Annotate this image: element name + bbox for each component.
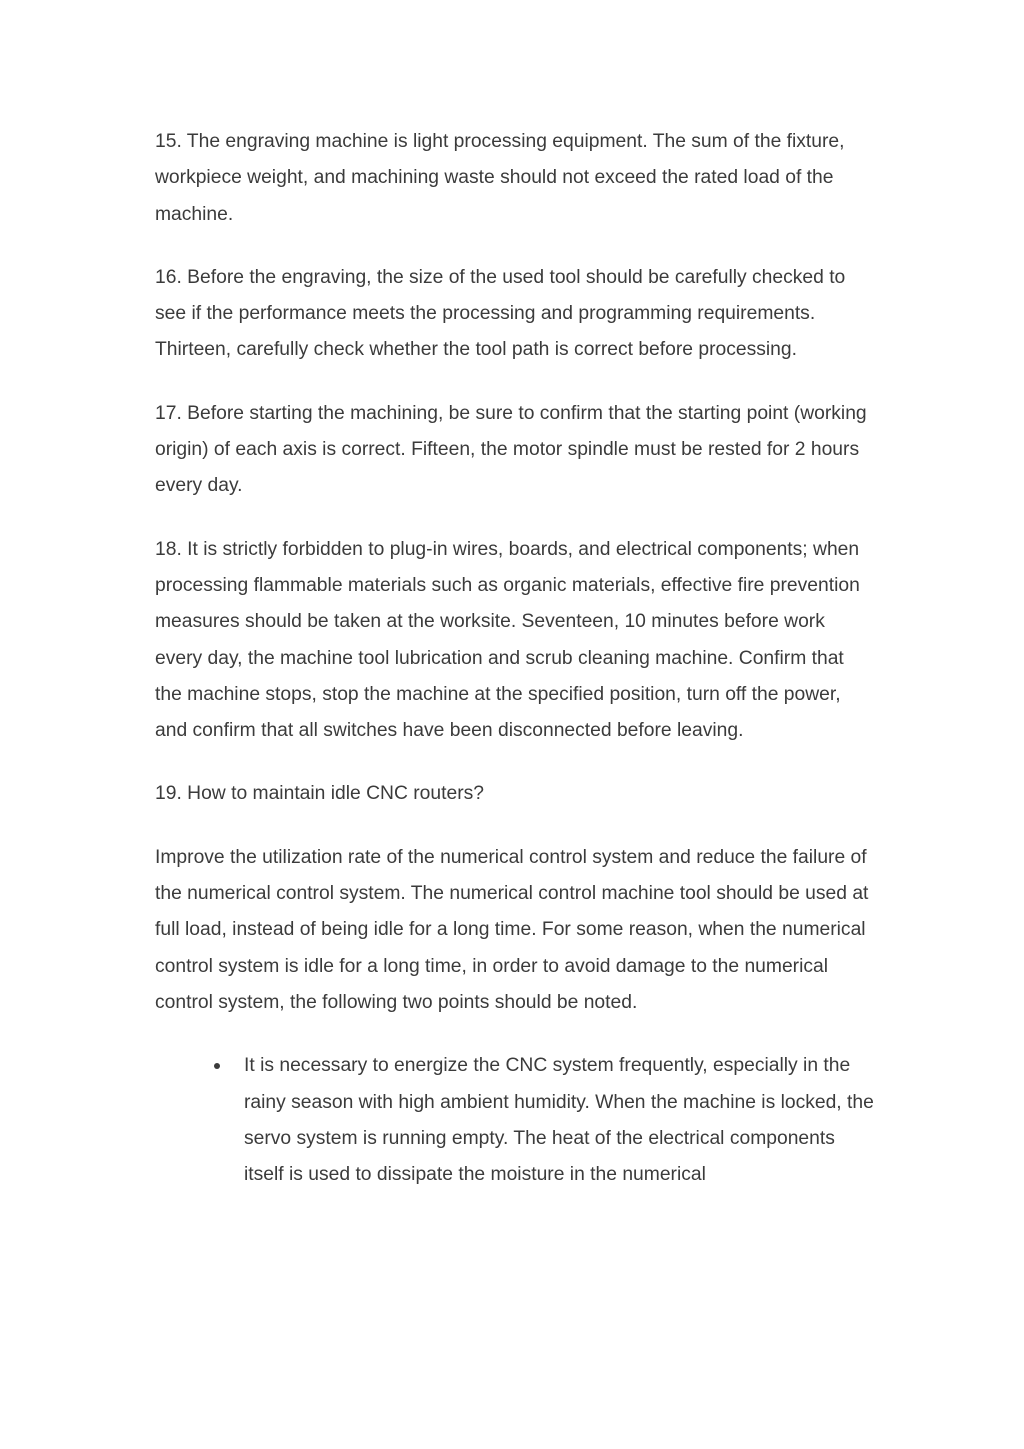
paragraph-item-19-heading: 19. How to maintain idle CNC routers? [155, 783, 484, 805]
paragraph-item-17: 17. Before starting the machining, be sure to confirm that the starting point (working origin) of each axis is correct. Fifteen, the motor spindle must be rested for 2 hours every day. [155, 402, 867, 497]
paragraph-item-18: 18. It is strictly forbidden to plug-in wires, boards, and electrical components; when processing flammable materials such as organic materials, effective fire prevention measures should be taken at the worksite. Seventeen, 10 minutes before work every day, the machine tool lubrication and scrub cleaning machine. Confirm that the machine stops, stop the machine at the specified position, turn off the power, and confirm that all switches have been disconnected before leaving. [155, 538, 860, 742]
paragraph-item-16: 16. Before the engraving, the size of the used tool should be carefully checked to see if the performance meets the processing and programming requirements. Thirteen, carefully check whether the tool path is correct before processing. [155, 266, 846, 361]
bullet-item-text: It is necessary to energize the CNC system frequently, especially in the rainy season with high ambient humidity. When the machine is locked, the servo system is running empty. The heat of the electrical components itself is used to dissipate the moisture in the numerical [244, 1055, 874, 1186]
document-page [155, 124, 875, 1193]
paragraph-idle-maintenance: Improve the utilization rate of the numerical control system and reduce the failure of the numerical control system. The numerical control machine tool should be used at full load, instead of being idle for a long time. For some reason, when the numerical control system is idle for a long time, in order to avoid damage to the numerical control system, the following two points should be noted. [155, 846, 869, 1013]
bullet-dot-icon [214, 1063, 220, 1069]
bullet-list [155, 1048, 875, 1193]
bullet-item [244, 1048, 875, 1193]
paragraph-item-15: 15. The engraving machine is light processing equipment. The sum of the fixture, workpiece weight, and machining waste should not exceed the rated load of the machine. [155, 131, 845, 225]
